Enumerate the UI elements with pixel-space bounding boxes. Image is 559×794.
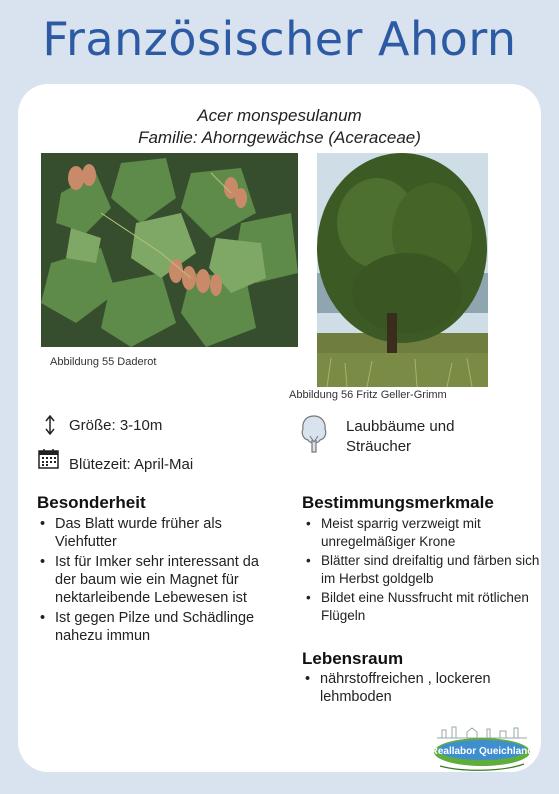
list-item: • Ist für Imker sehr interessant da der baum wie ein Magnet für nektarleibende Lebewesen ist <box>55 553 265 607</box>
reallabor-logo <box>432 724 532 777</box>
list-item: • nährstoffreichen , lockeren lehmboden <box>320 670 500 706</box>
besonderheit-list <box>37 515 265 647</box>
list-item: • Das Blatt wurde früher als Viehfutter <box>55 515 265 551</box>
list-item: • Blätter sind dreifaltig und färben sich im Herbst goldgelb <box>321 552 553 587</box>
tree-icon <box>300 414 328 458</box>
leaf-photo-caption: Abbildung 55 Daderot <box>50 356 157 368</box>
besonderheit-title: Besonderheit <box>37 493 146 512</box>
bestimmung-list <box>303 515 553 626</box>
page-title: Französischer Ahorn <box>42 12 517 66</box>
svg-text:Reallabor Queichland: Reallabor Queichland <box>432 746 532 757</box>
lebensraum-list <box>302 670 500 708</box>
latin-name: Acer monspesulanum <box>197 106 362 125</box>
family-name: Familie: Ahorngewächse (Aceraceae) <box>138 128 421 147</box>
lebensraum-title: Lebensraum <box>302 649 404 668</box>
bestimmung-title: Bestimmungsmerkmale <box>302 493 494 512</box>
bloom-text: Blütezeit: April-Mai <box>69 456 194 473</box>
list-item: • Bildet eine Nussfrucht mit rötlichen Flügeln <box>321 589 553 624</box>
calendar-icon <box>38 448 59 473</box>
list-item: • Meist sparrig verzweigt mit unregelmäßiger Krone <box>321 515 553 550</box>
leaf-photo <box>41 153 298 347</box>
tree-photo-caption: Abbildung 56 Fritz Geller-Grimm <box>289 389 447 401</box>
list-item: • Ist gegen Pilze und Schädlinge nahezu immun <box>55 609 265 645</box>
category-line-2: Sträucher <box>346 438 412 455</box>
tree-photo <box>317 153 488 387</box>
size-text: Größe: 3-10m <box>69 417 163 434</box>
up-down-arrow-icon <box>44 415 56 439</box>
category-line-1: Laubbäume und <box>346 418 455 435</box>
